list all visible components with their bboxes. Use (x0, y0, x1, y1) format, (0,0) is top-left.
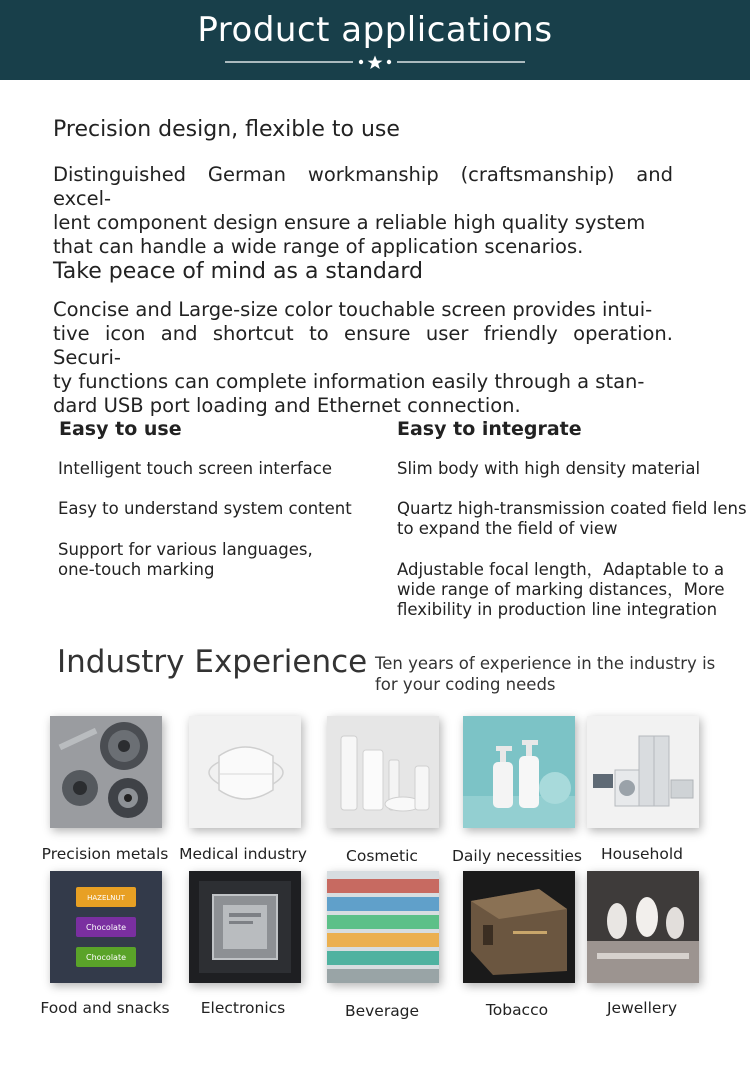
feature-item: Intelligent touch screen interface (58, 459, 332, 478)
section-heading-precision-design: Precision design, flexible to use (53, 117, 400, 142)
industry-label: Daily necessities (451, 847, 583, 865)
industry-label: Electronics (200, 999, 286, 1017)
paragraph-line: ty functions can complete information easily through a stan- (53, 370, 645, 393)
section-heading-peace-of-mind: Take peace of mind as a standard (53, 259, 424, 284)
industry-label: Jewellery (606, 999, 677, 1017)
industry-experience-title: Industry Experience (57, 644, 368, 680)
paragraph-line: lent component design ensure a reliable high quality system (53, 211, 646, 234)
feature-item: Quartz high-transmission coated field lens to expand the field of view (397, 499, 747, 538)
industry-label: Household (600, 845, 684, 863)
gears-image (50, 716, 162, 828)
industry-label: Precision metals (41, 845, 169, 863)
cosmetic-bottles-image (327, 716, 439, 828)
industry-label: Beverage (344, 1002, 420, 1020)
easy-to-use-heading: Easy to use (59, 418, 182, 440)
paragraph-line: tive icon and shortcut to ensure user friendly operation. Securi- (53, 322, 673, 369)
cpu-chip-image (189, 871, 301, 983)
industry-label: Cosmetic (346, 847, 418, 865)
industry-label: Food and snacks (40, 999, 170, 1017)
drink-shelves-image (327, 871, 439, 983)
cigarette-box-image (463, 871, 575, 983)
easy-to-integrate-heading: Easy to integrate (397, 418, 582, 440)
chocolate-bars-image (50, 871, 162, 983)
pump-bottles-image (463, 716, 575, 828)
industry-label: Tobacco (485, 1001, 549, 1019)
precision-design-paragraph (53, 163, 673, 259)
svg-text:Chocolate: Chocolate (85, 953, 127, 962)
feature-item: Slim body with high density material (397, 459, 701, 478)
industry-label: Medical industry (179, 845, 307, 863)
star-divider-icon (225, 54, 525, 70)
paragraph-line: Concise and Large-size color touchable screen provides intui- (53, 298, 653, 321)
paragraph-line: dard USB port loading and Ethernet connection. (53, 394, 521, 417)
paragraph-line: that can handle a wide range of application scenarios. (53, 235, 584, 258)
jewellery-display-image (587, 871, 699, 983)
header-banner (0, 0, 750, 80)
feature-item: Adjustable focal length，Adaptable to a wide range of marking distances，More flexibility in production line integration (397, 560, 725, 619)
peace-of-mind-paragraph (53, 298, 673, 418)
paragraph-line: Distinguished German workmanship (craftsmanship) and excel- (53, 163, 673, 210)
feature-item: Support for various languages, one-touch marking (58, 540, 313, 579)
page-title: Product applications (197, 10, 553, 50)
feature-item: Easy to understand system content (58, 499, 352, 518)
industry-experience-subtitle: Ten years of experience in the industry is for your coding needs (375, 654, 716, 694)
home-appliances-image (587, 716, 699, 828)
svg-text:HAZELNUT: HAZELNUT (87, 894, 125, 902)
face-mask-image (189, 716, 301, 828)
svg-text:Chocolate: Chocolate (85, 923, 127, 932)
